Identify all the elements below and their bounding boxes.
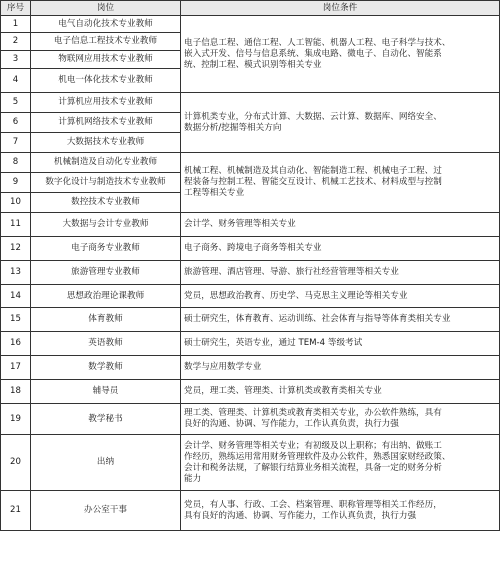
row-num: 8 (1, 153, 31, 173)
row-position: 电气自动化技术专业教师 (31, 16, 181, 33)
row-num: 10 (1, 193, 31, 213)
table-row (1, 435, 500, 491)
header-num: 序号 (1, 1, 31, 16)
row-num: 17 (1, 356, 31, 380)
row-requirement: 会计学、财务管理等相关专业；有初级及以上职称；有出纳、做账工 作经历，熟练运用常用财务管理软件及办公软件，熟悉国家财经政策、 会计和税务法规，了解银行结算业务相关流程，具备一定的财务分析 能力 (181, 435, 500, 491)
row-requirement: 电子商务、跨境电子商务等相关专业 (181, 237, 500, 261)
row-position: 旅游管理专业教师 (31, 261, 181, 285)
row-num: 12 (1, 237, 31, 261)
row-position: 电子信息工程技术专业教师 (31, 33, 181, 51)
row-num: 13 (1, 261, 31, 285)
row-position: 辅导员 (31, 380, 181, 404)
row-position: 数字化设计与制造技术专业教师 (31, 173, 181, 193)
row-requirement: 会计学、财务管理等相关专业 (181, 213, 500, 237)
row-position: 电子商务专业教师 (31, 237, 181, 261)
table-row (1, 16, 500, 33)
row-requirement: 数学与应用数学专业 (181, 356, 500, 380)
table-row (1, 356, 500, 380)
row-position: 出纳 (31, 435, 181, 491)
row-requirement: 旅游管理、酒店管理、导游、旅行社经营管理等相关专业 (181, 261, 500, 285)
table-row (1, 153, 500, 173)
header-row (1, 1, 500, 16)
row-num: 6 (1, 113, 31, 133)
row-num: 2 (1, 33, 31, 51)
table-row (1, 285, 500, 308)
header-requirement: 岗位条件 (181, 1, 500, 16)
row-num: 21 (1, 491, 31, 531)
row-requirement: 硕士研究生，体育教育、运动训练、社会体育与指导等体育类相关专业 (181, 308, 500, 332)
table-row (1, 308, 500, 332)
row-position: 体育教师 (31, 308, 181, 332)
table-row (1, 491, 500, 531)
row-requirement: 党员，理工类、管理类、计算机类或教育类相关专业 (181, 380, 500, 404)
row-position: 机电一体化技术专业教师 (31, 69, 181, 93)
table-row (1, 261, 500, 285)
row-num: 7 (1, 133, 31, 153)
row-position: 数学教师 (31, 356, 181, 380)
row-num: 19 (1, 404, 31, 435)
row-requirement: 党员，有人事、行政、工会、档案管理、职称管理等相关工作经历， 具有良好的沟通、协调、写作能力，工作认真负责，执行力强 (181, 491, 500, 531)
table-row (1, 237, 500, 261)
row-position: 计算机应用技术专业教师 (31, 93, 181, 113)
row-requirement: 电子信息工程、通信工程、人工智能、机器人工程、电子科学与技术、 嵌入式开发、信号与信息系统、集成电路、微电子、自动化、智能系 统、控制工程、模式识别等相关专业 (181, 16, 500, 93)
table-row (1, 213, 500, 237)
row-position: 机械制造及自动化专业教师 (31, 153, 181, 173)
header-position: 岗位 (31, 1, 181, 16)
row-num: 15 (1, 308, 31, 332)
row-requirement: 计算机类专业，分布式计算、大数据、云计算、数据库、网络安全、 数据分析/挖掘等相关方向 (181, 93, 500, 153)
table-row (1, 380, 500, 404)
row-position: 教学秘书 (31, 404, 181, 435)
row-position: 大数据技术专业教师 (31, 133, 181, 153)
row-position: 办公室干事 (31, 491, 181, 531)
row-num: 1 (1, 16, 31, 33)
row-num: 9 (1, 173, 31, 193)
row-position: 思想政治理论课教师 (31, 285, 181, 308)
row-position: 数控技术专业教师 (31, 193, 181, 213)
row-num: 16 (1, 332, 31, 356)
table-row (1, 93, 500, 113)
row-num: 18 (1, 380, 31, 404)
row-num: 3 (1, 51, 31, 69)
row-position: 大数据与会计专业教师 (31, 213, 181, 237)
row-requirement: 硕士研究生，英语专业，通过 TEM-4 等级考试 (181, 332, 500, 356)
row-requirement: 党员，思想政治教育、历史学、马克思主义理论等相关专业 (181, 285, 500, 308)
table-row (1, 404, 500, 435)
row-num: 11 (1, 213, 31, 237)
row-requirement: 理工类、管理类、计算机类或教育类相关专业，办公软件熟练，具有 良好的沟通、协调、写作能力，工作认真负责，执行力强 (181, 404, 500, 435)
row-requirement: 机械工程、机械制造及其自动化、智能制造工程、机械电子工程、过 程装备与控制工程、智能交互设计、机械工艺技术、材料成型与控制 工程等相关专业 (181, 153, 500, 213)
row-num: 4 (1, 69, 31, 93)
row-num: 14 (1, 285, 31, 308)
row-num: 20 (1, 435, 31, 491)
row-num: 5 (1, 93, 31, 113)
table-row (1, 332, 500, 356)
row-position: 物联网应用技术专业教师 (31, 51, 181, 69)
row-position: 计算机网络技术专业教师 (31, 113, 181, 133)
row-position: 英语教师 (31, 332, 181, 356)
